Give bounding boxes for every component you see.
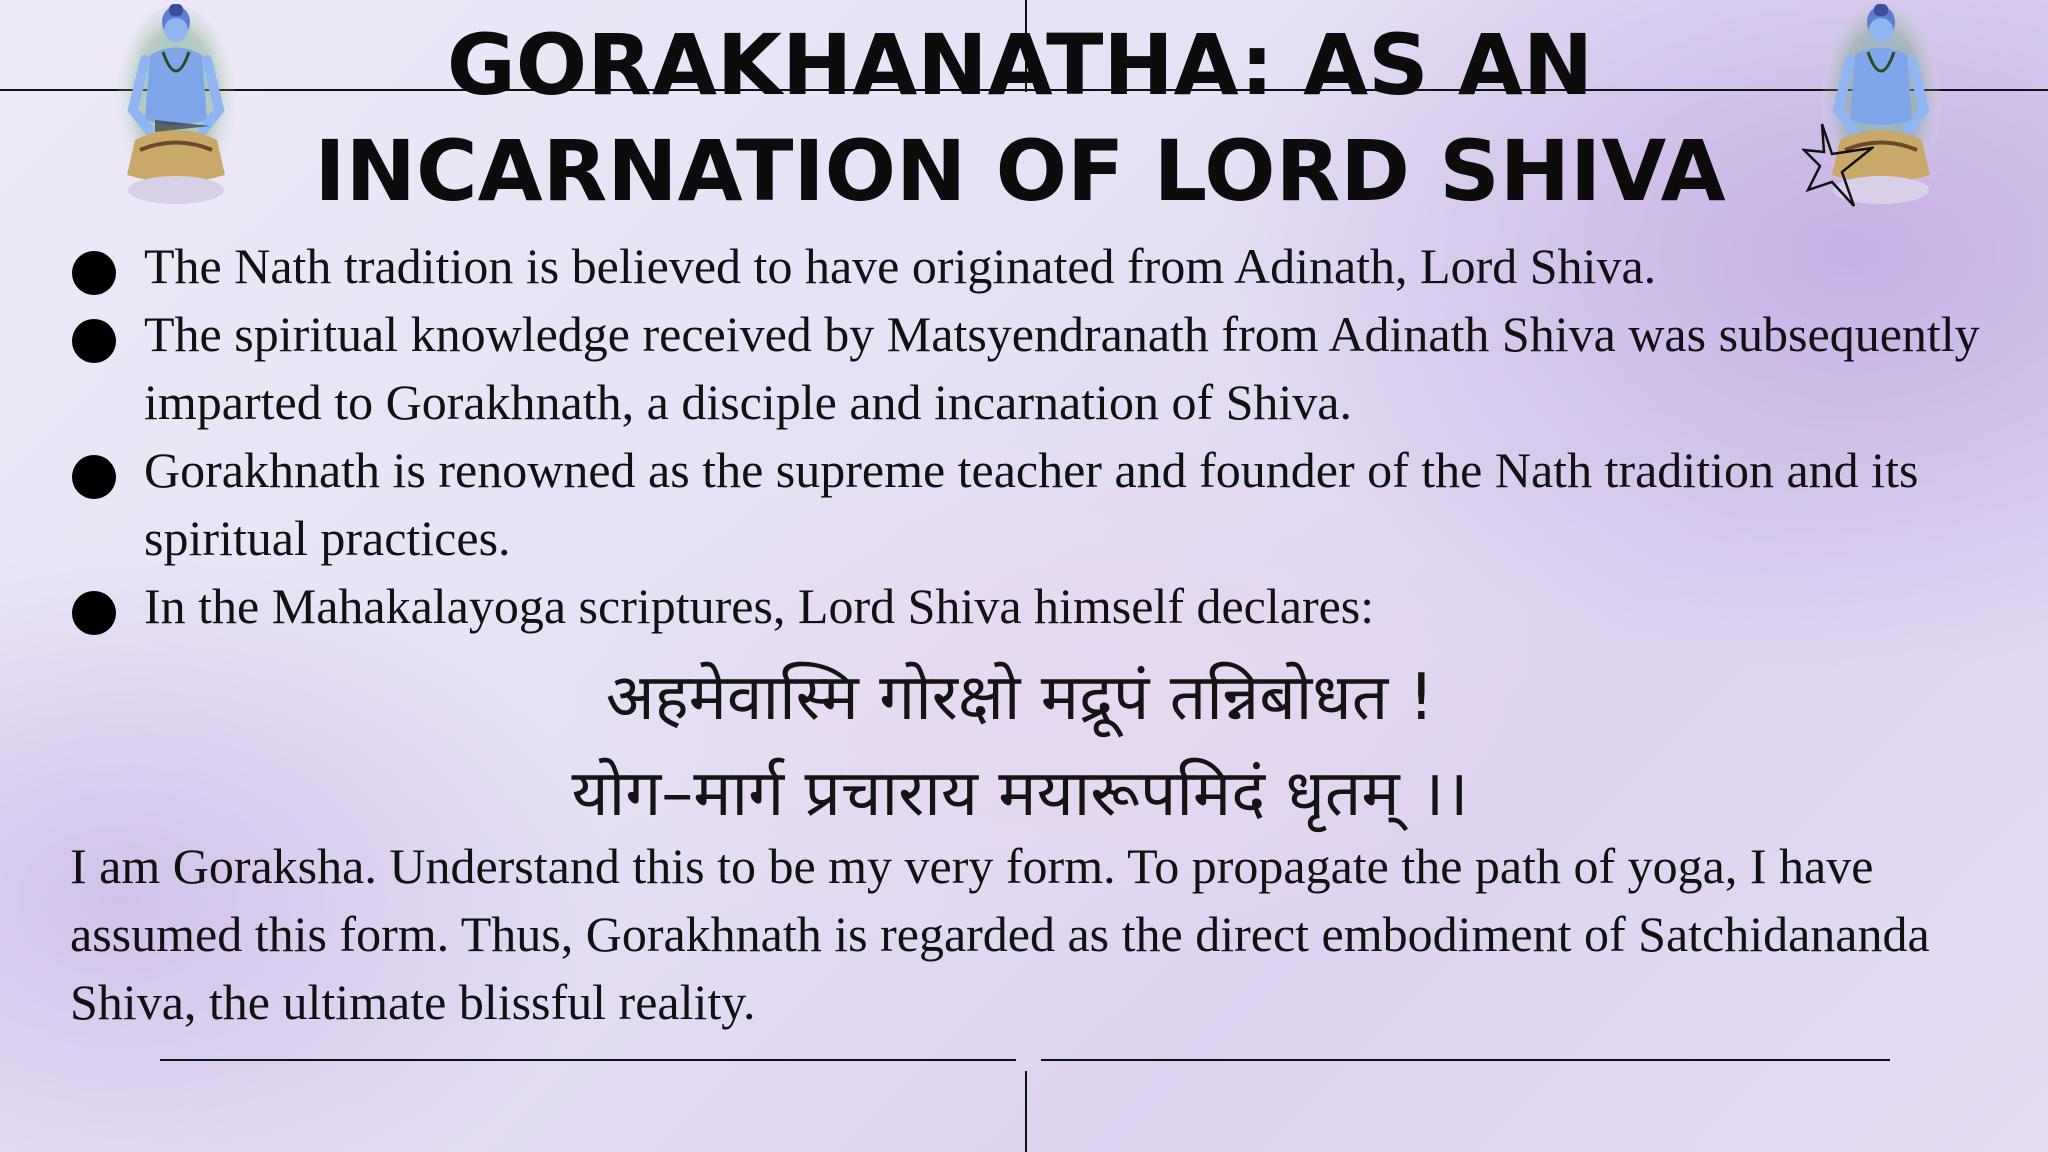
bullet-text: In the Mahakalayoga scriptures, Lord Shiva himself declares: <box>144 578 1375 634</box>
shiva-deity-image <box>115 0 237 215</box>
sanskrit-line-1: अहमेवास्मि गोरक्षो मद्रूपं तन्निबोधत ! <box>605 661 1435 735</box>
bullet-item <box>70 572 2010 640</box>
bullet-item <box>70 232 2010 300</box>
sanskrit-verse <box>200 650 1840 842</box>
bullet-dot-icon <box>72 591 116 635</box>
sanskrit-line-2: योग–मार्ग प्रचाराय मयारूपमिदं धृतम् ।। <box>571 757 1469 831</box>
bullet-dot-icon <box>72 319 116 363</box>
title-line-1: GORAKHANATHA: AS AN <box>446 16 1594 114</box>
bullet-dot-icon <box>72 251 116 295</box>
slide-title <box>230 12 1810 224</box>
footer-rule-right <box>1041 1059 1890 1061</box>
bullet-dot-icon <box>72 455 116 499</box>
verse-translation: I am Goraksha. Understand this to be my very form. To propagate the path of yoga, I have assumed this form. Thus, Gorakhnath is regarded as the direct embodiment of Satchidananda Shiva, the ultimate blissful reality. <box>70 838 1930 1030</box>
bullet-list <box>70 232 2010 640</box>
bullet-item <box>70 436 2010 572</box>
bullet-text: The spiritual knowledge received by Matsyendranath from Adinath Shiva was subsequently imparted to Gorakhnath, a disciple and incarnation of Shiva. <box>144 306 1980 430</box>
bottom-center-line <box>1025 1071 1027 1152</box>
title-line-2: INCARNATION OF LORD SHIVA <box>314 122 1726 220</box>
bullet-text: The Nath tradition is believed to have originated from Adinath, Lord Shiva. <box>144 238 1657 294</box>
bullet-item <box>70 300 2010 436</box>
footer-rule-left <box>160 1059 1016 1061</box>
bullet-text: Gorakhnath is renowned as the supreme teacher and founder of the Nath tradition and its spiritual practices. <box>144 442 1919 566</box>
star-outline-icon <box>1802 120 1874 210</box>
